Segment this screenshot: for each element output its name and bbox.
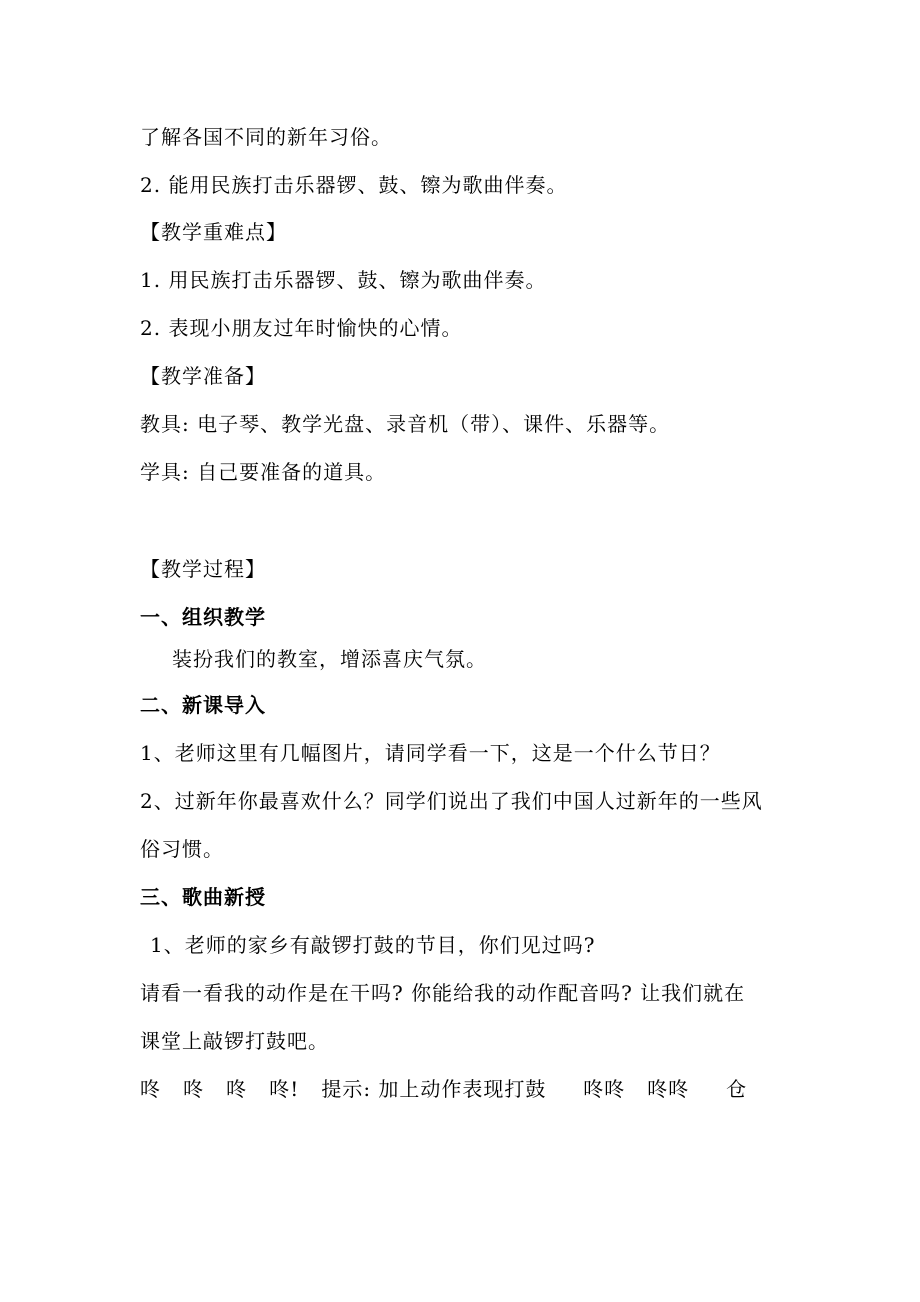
subsection-heading: 一、组织教学 [140, 605, 266, 629]
text-line: 装扮我们的教室，增添喜庆气氛。 [172, 647, 487, 671]
text-line: 课堂上敲锣打鼓吧。 [140, 1029, 329, 1053]
text-line: 1、老师的家乡有敲锣打鼓的节目，你们见过吗? [150, 933, 596, 957]
text-line: 学具: 自己要准备的道具。 [140, 460, 387, 484]
text-line: 请看一看我的动作是在干吗? 你能给我的动作配音吗? 让我们就在 [140, 981, 746, 1005]
text-line: 俗习惯。 [140, 837, 224, 861]
subsection-heading: 二、新课导入 [140, 693, 266, 717]
text-line: 2. 能用民族打击乐器锣、鼓、镲为歌曲伴奏。 [140, 173, 568, 197]
text-line: 咚 咚 咚 咚! 提示: 加上动作表现打鼓 咚咚 咚咚 仓 [140, 1077, 748, 1101]
text-line: 2. 表现小朋友过年时愉快的心情。 [140, 316, 463, 340]
section-heading: 【教学过程】 [140, 557, 266, 581]
section-heading: 【教学重难点】 [140, 220, 287, 244]
section-heading: 【教学准备】 [140, 364, 266, 388]
subsection-heading: 三、歌曲新授 [140, 885, 266, 909]
text-line: 2、过新年你最喜欢什么？同学们说出了我们中国人过新年的一些风 [140, 789, 763, 813]
text-line: 1、老师这里有几幅图片，请同学看一下，这是一个什么节日？ [140, 741, 721, 765]
text-line: 教具: 电子琴、教学光盘、录音机（带）、课件、乐器等。 [140, 412, 671, 436]
text-line: 了解各国不同的新年习俗。 [140, 125, 392, 149]
text-line: 1. 用民族打击乐器锣、鼓、镲为歌曲伴奏。 [140, 268, 547, 292]
